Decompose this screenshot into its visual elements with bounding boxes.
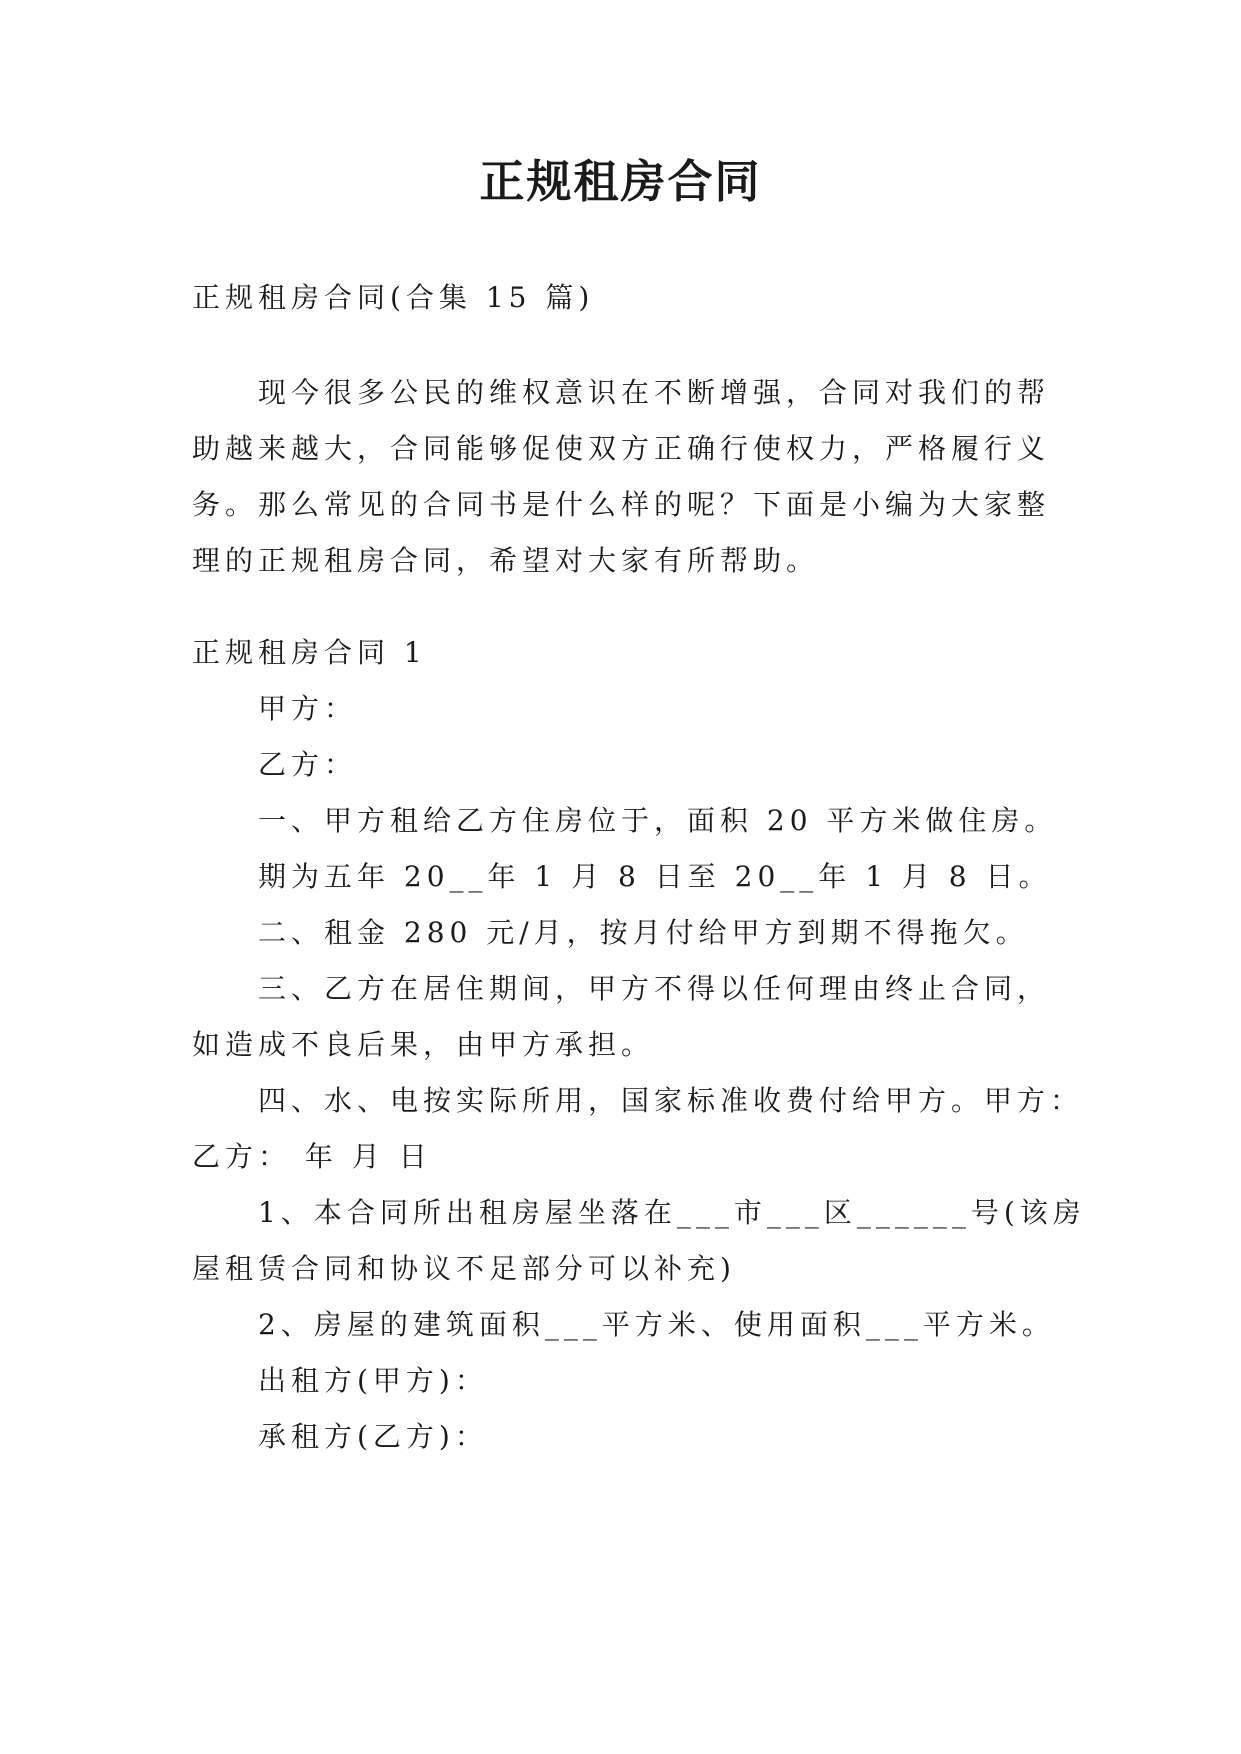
- intro-line-3: 务。那么常见的合同书是什么样的呢？下面是小编为大家整: [192, 488, 1051, 521]
- signature-date-line: 乙方： 年 月 日: [192, 1140, 432, 1173]
- property-location-continuation: 屋租赁合同和协议不足部分可以补充): [192, 1252, 736, 1285]
- section-heading: 正规租房合同 1: [192, 636, 427, 669]
- clause-1-line: 一、甲方租给乙方住房位于，面积 20 平方米做住房。: [258, 804, 1058, 837]
- intro-line-2: 助越来越大，合同能够促使双方正确行使权力，严格履行义: [192, 432, 1051, 465]
- party-b-line: 乙方：: [258, 748, 358, 781]
- property-location-line: 1、本合同所出租房屋坐落在___市___区______号(该房: [258, 1196, 1086, 1229]
- clause-2-line: 二、租金 280 元/月，按月付给甲方到期不得拖欠。: [258, 916, 1029, 949]
- intro-paragraph: [192, 365, 1062, 589]
- party-a-line: 甲方：: [258, 692, 358, 725]
- document-subtitle: [192, 270, 1062, 326]
- contract-section: [192, 625, 1086, 1465]
- lessee-line: 承租方(乙方)：: [258, 1420, 488, 1453]
- clause-3-continuation: 如造成不良后果，由甲方承担。: [192, 1028, 655, 1061]
- intro-line-4: 理的正规租房合同，希望对大家有所帮助。: [192, 544, 820, 577]
- intro-line-1: 现今很多公民的维权意识在不断增强，合同对我们的帮: [258, 376, 1051, 409]
- clause-3-line: 三、乙方在居住期间，甲方不得以任何理由终止合同，: [258, 972, 1051, 1005]
- clause-4-line: 四、水、电按实际所用，国家标准收费付给甲方。甲方：: [258, 1084, 1084, 1117]
- lessor-line: 出租方(甲方)：: [258, 1364, 488, 1397]
- property-area-line: 2、房屋的建筑面积___平方米、使用面积___平方米。: [258, 1308, 1055, 1341]
- subtitle-line: 正规租房合同(合集 15 篇): [192, 281, 595, 314]
- document-title: 正规租房合同: [479, 155, 762, 208]
- lease-term-line: 期为五年 20__年 1 月 8 日至 20__年 1 月 8 日。: [258, 860, 1052, 893]
